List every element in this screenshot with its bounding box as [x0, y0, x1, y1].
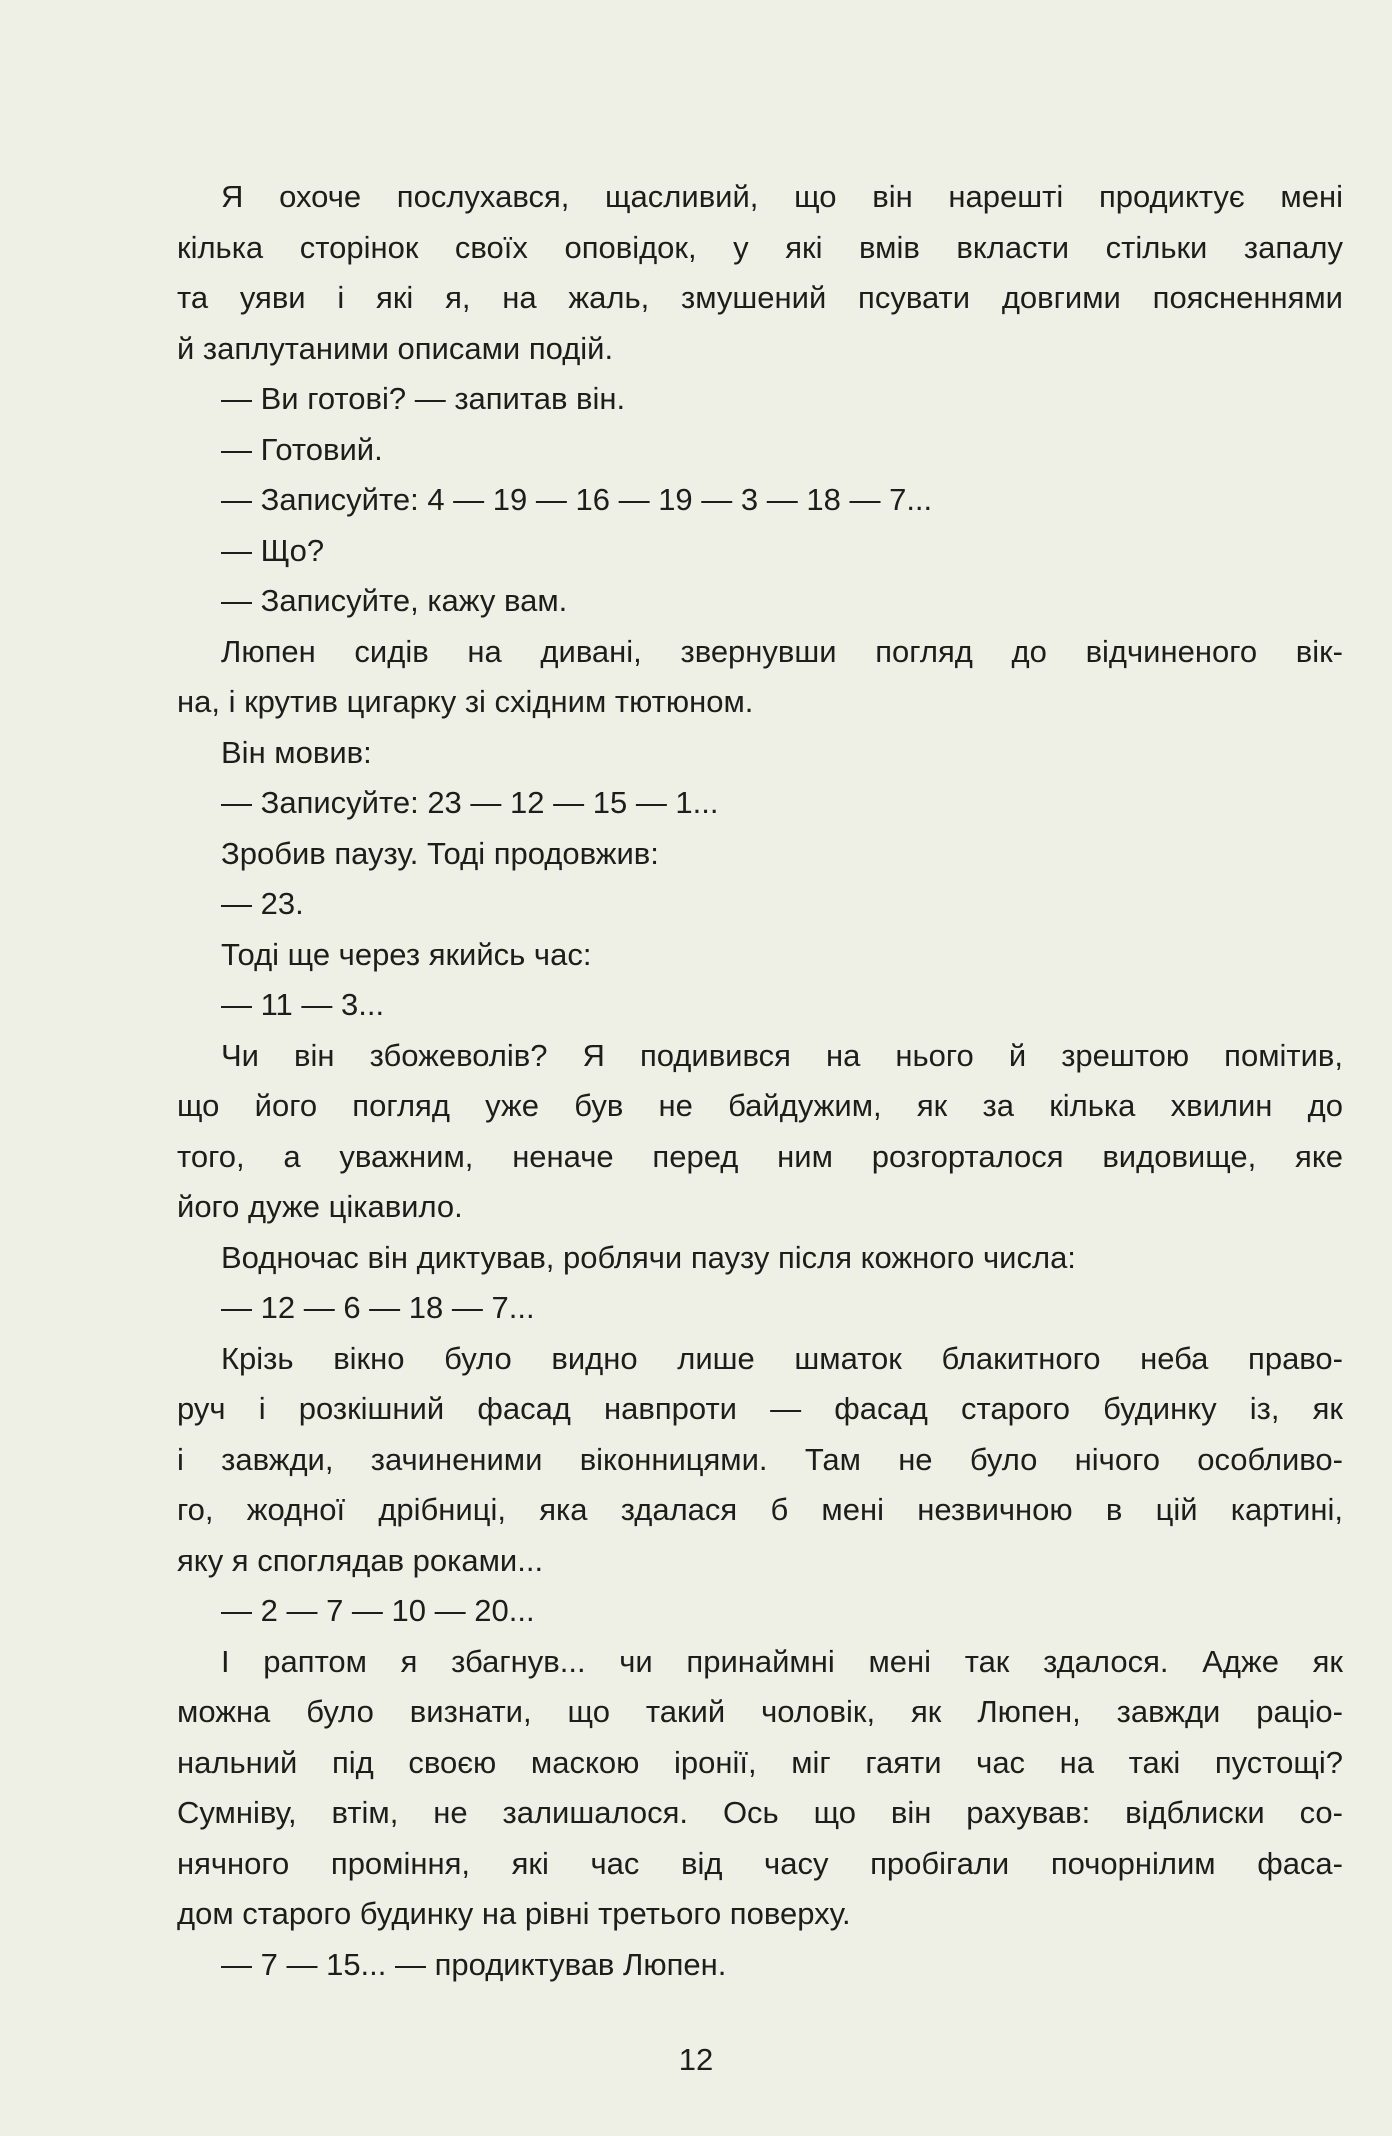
text-line: — 11 — 3... — [221, 987, 385, 1022]
text-line: нячного проміння, які час від часу пробігали почорнілим фаса- — [177, 1845, 1343, 1881]
text-line: — 12 — 6 — 18 — 7... — [221, 1290, 535, 1325]
text-line: — 2 — 7 — 10 — 20... — [221, 1593, 535, 1628]
text-line: на, і крутив цигарку зі східним тютюном. — [177, 684, 754, 719]
text-line: та уяви і які я, на жаль, змушений псувати довгими поясненнями — [177, 280, 1343, 315]
text-line: — Готовий. — [221, 431, 383, 467]
text-line: руч і розкішний фасад навпроти — фасад старого будинку із, як — [177, 1391, 1343, 1426]
text-line: — Записуйте, кажу вам. — [221, 583, 568, 618]
page-body-text — [177, 172, 1343, 1990]
page-number: 12 — [678, 2042, 714, 2077]
text-line: Я охоче послухався, щасливий, що він нарешті продиктує мені — [221, 179, 1343, 214]
text-line: Сумніву, втім, не залишалося. Ось що він рахував: відблиски со- — [177, 1795, 1343, 1830]
text-line: дом старого будинку на рівні третього поверху. — [177, 1896, 851, 1931]
text-line: яку я споглядав роками... — [177, 1542, 544, 1578]
text-line: кілька сторінок своїх оповідок, у які вмів вкласти стільки запалу — [177, 229, 1343, 265]
text-line: го, жодної дрібниці, яка здалася б мені незвичною в цій картині, — [177, 1492, 1343, 1527]
text-line: Тоді ще через якийсь час: — [221, 936, 592, 972]
text-line: Він мовив: — [221, 734, 372, 770]
text-line: Зробив паузу. Тоді продовжив: — [221, 835, 659, 871]
text-line: — Записуйте: 4 — 19 — 16 — 19 — 3 — 18 — 7... — [221, 482, 933, 517]
text-line: Водночас він диктував, роблячи паузу після кожного числа: — [221, 1239, 1076, 1275]
text-line: і завжди, зачиненими віконницями. Там не було нічого особливо- — [177, 1441, 1343, 1477]
text-line: — 7 — 15... — продиктував Люпен. — [221, 1946, 727, 1982]
text-line: — Записуйте: 23 — 12 — 15 — 1... — [221, 785, 719, 820]
text-line: й заплутаними описами подій. — [177, 330, 614, 366]
text-line: його дуже цікавило. — [177, 1189, 463, 1224]
text-line: можна було визнати, що такий чоловік, як Люпен, завжди раціо- — [177, 1694, 1343, 1729]
text-line: І раптом я збагнув... чи принаймні мені так здалося. Адже як — [221, 1643, 1343, 1679]
text-line: — 23. — [221, 886, 304, 921]
text-line: що його погляд уже був не байдужим, як за кілька хвилин до — [177, 1088, 1343, 1123]
text-line: Люпен сидів на дивані, звернувши погляд до відчиненого вік- — [221, 633, 1343, 669]
text-line: нальний під своєю маскою іронії, міг гаяти час на такі пустощі? — [177, 1744, 1343, 1780]
text-line: Крізь вікно було видно лише шматок блакитного неба право- — [221, 1340, 1343, 1376]
text-line: — Що? — [221, 532, 325, 568]
text-line: того, а уважним, неначе перед ним розгорталося видовище, яке — [177, 1138, 1343, 1174]
text-line: — Ви готові? — запитав він. — [221, 381, 626, 416]
text-line: Чи він збожеволів? Я подивився на нього й зрештою помітив, — [221, 1037, 1343, 1073]
